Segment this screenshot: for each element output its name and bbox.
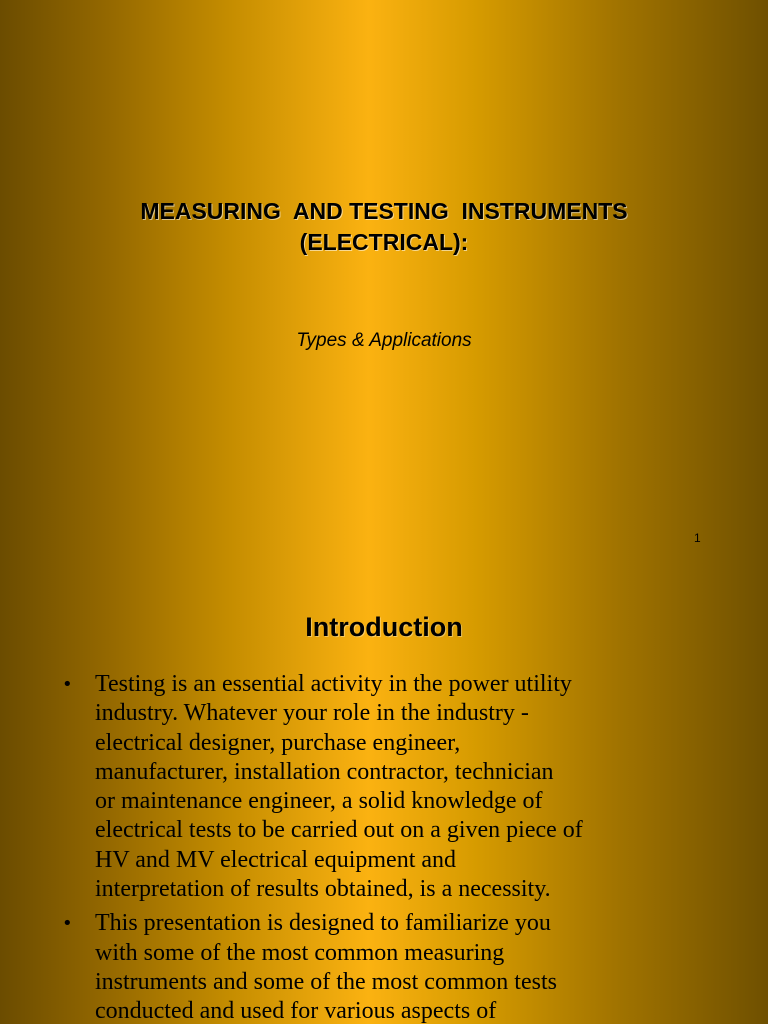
bullet-line: HV and MV electrical equipment and [95, 846, 457, 873]
bullet-item [62, 909, 712, 1024]
slide-title-line-1: MEASURING AND TESTING INSTRUMENTS [140, 198, 628, 224]
bullet-line: industry. Whatever your role in the industry - [95, 700, 529, 727]
slide-heading: Introduction [305, 612, 463, 642]
bullet-line: electrical designer, purchase engineer, [95, 729, 461, 756]
bullet-list [62, 670, 712, 1024]
bullet-line: conducted and used for various aspects of [95, 998, 497, 1024]
bullet-line: manufacturer, installation contractor, technician [95, 758, 554, 785]
bullet-line: electrical tests to be carried out on a given piece of [95, 817, 583, 844]
bullet-dot-icon: • [62, 674, 73, 695]
bullet-dot-icon: • [62, 913, 73, 935]
introduction-slide [0, 576, 768, 1024]
bullet-line: This presentation is designed to familiarize you [95, 910, 551, 937]
page-number: 1 [694, 531, 701, 545]
bullet-line: interpretation of results obtained, is a necessity. [95, 876, 551, 903]
bullet-line: or maintenance engineer, a solid knowledge of [95, 788, 543, 815]
bullet-line: instruments and some of the most common tests [95, 968, 557, 995]
bullet-item [62, 670, 712, 904]
slide-title-line-2: (ELECTRICAL): [299, 229, 469, 255]
bullet-line: Testing is an essential activity in the power utility [95, 671, 572, 697]
slide-title [0, 196, 768, 258]
bullet-line: with some of the most common measuring [95, 939, 505, 966]
slide-subtitle: Types & Applications [296, 330, 472, 351]
